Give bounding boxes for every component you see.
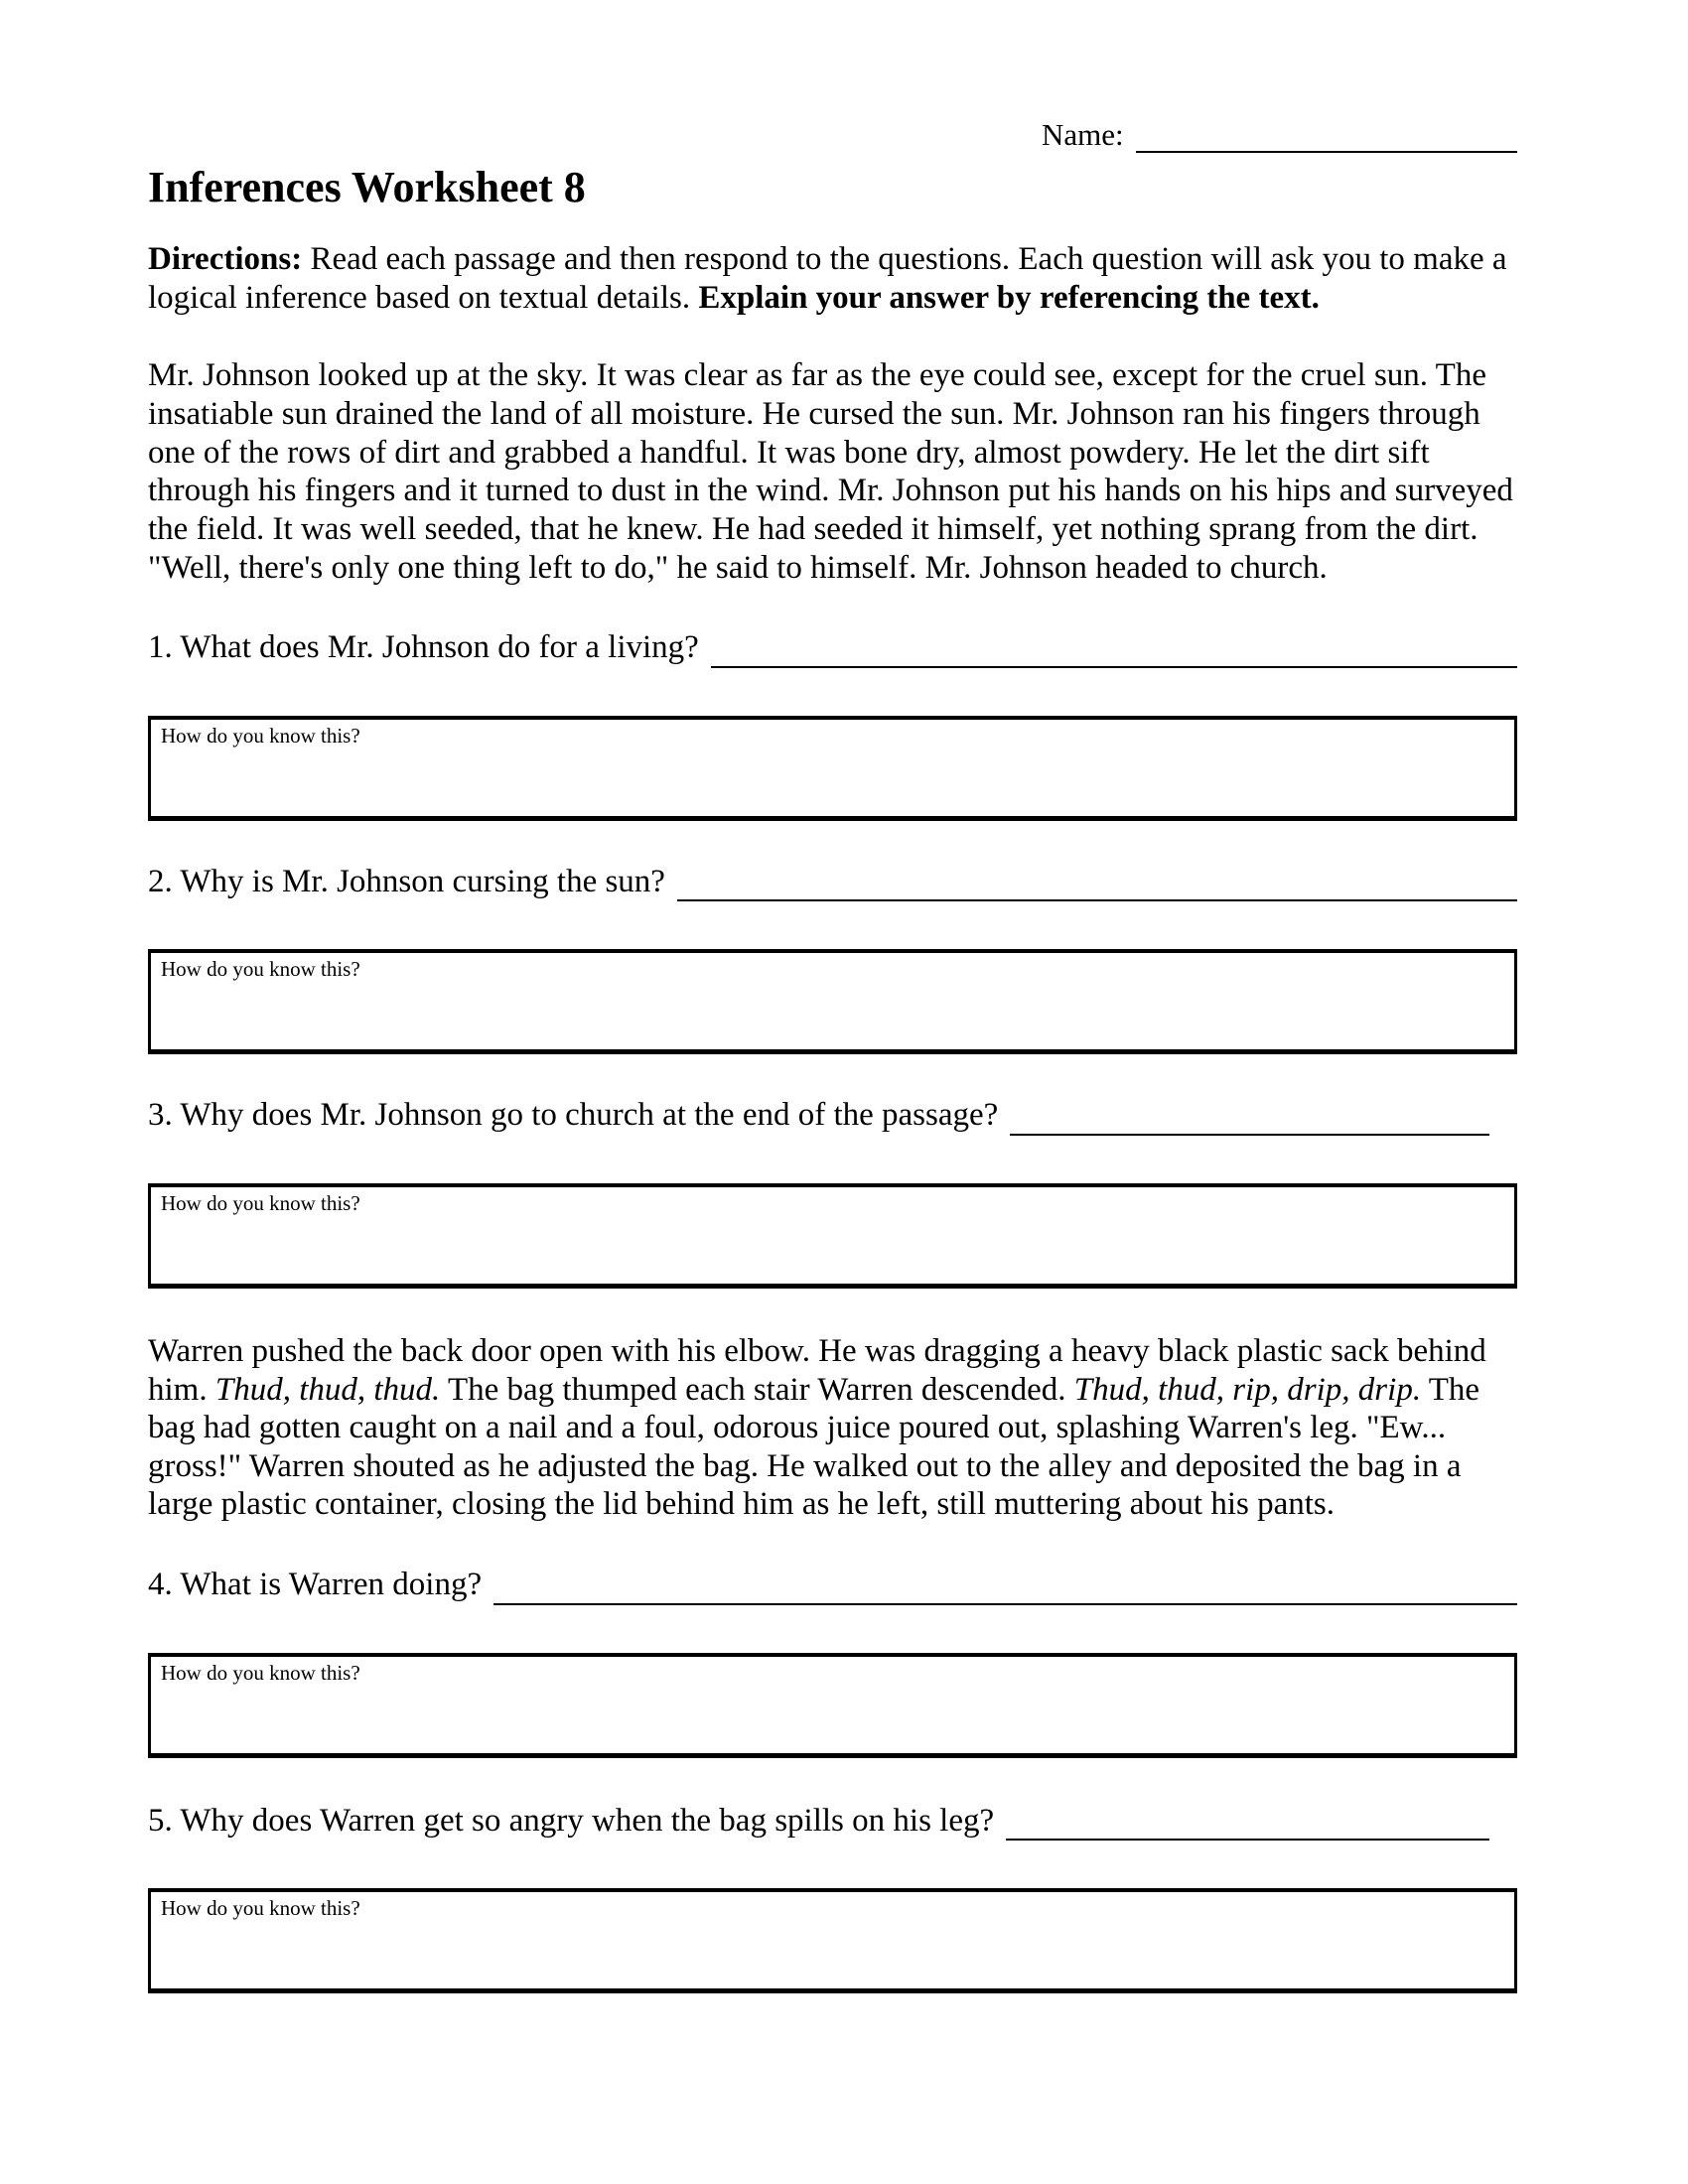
question-4 xyxy=(148,1566,1517,1605)
question-5-how-know-box[interactable] xyxy=(148,1888,1517,1993)
passage-1: Mr. Johnson looked up at the sky. It was clear as far as the eye could see, except for the cruel sun. The insatiable sun drained the land of all moisture. He cursed the sun. Mr. Johnson ran his fingers through one of the rows of dirt and grabbed a handful. It was bone dry, almost powdery. He let the dirt sift through his fingers and it turned to dust in the wind. Mr. Johnson put his hands on his hips and surveyed the field. It was well seeded, that he knew. He had seeded it himself, yet nothing sprang from the dirt. "Well, there's only one thing left to do," he said to himself. Mr. Johnson headed to church. xyxy=(148,357,1513,586)
question-5-answer-line[interactable] xyxy=(1006,1809,1489,1841)
directions-body: Read each passage and then respond to the questions. Each question will ask you to make a logical inference based on textual details. xyxy=(148,241,1507,316)
question-3-text: 3. Why does Mr. Johnson go to church at the end of the passage? xyxy=(148,1097,999,1134)
answer-box-label: How do you know this? xyxy=(161,1190,360,1215)
question-5-text: 5. Why does Warren get so angry when the bag spills on his leg? xyxy=(148,1802,995,1839)
directions xyxy=(148,240,1517,317)
passage-2 xyxy=(148,1332,1517,1524)
passage-2-segment-italic: Thud, thud, rip, drip, drip. xyxy=(1073,1371,1422,1408)
question-3-answer-line[interactable] xyxy=(1010,1104,1489,1136)
question-2-text: 2. Why is Mr. Johnson cursing the sun? xyxy=(148,863,665,899)
passage-2-segment-italic: Thud, thud, thud. xyxy=(214,1371,441,1408)
question-4-text: 4. What is Warren doing? xyxy=(148,1566,483,1602)
answer-box-label: How do you know this? xyxy=(161,1660,360,1685)
question-2-how-know-box[interactable] xyxy=(148,949,1517,1054)
question-1 xyxy=(148,628,1517,668)
name-row xyxy=(1042,117,1517,153)
passage-2-segment: The bag thumped each stair Warren descended. xyxy=(440,1371,1074,1408)
directions-label: Directions: xyxy=(148,241,303,278)
answer-box-label: How do you know this? xyxy=(161,957,360,982)
question-1-how-know-box[interactable] xyxy=(148,716,1517,821)
question-1-answer-line[interactable] xyxy=(711,636,1517,668)
name-fill-line[interactable] xyxy=(1136,121,1517,153)
question-3 xyxy=(148,1096,1517,1136)
question-5 xyxy=(148,1802,1517,1842)
question-1-text: 1. What does Mr. Johnson do for a living? xyxy=(148,629,699,666)
directions-emphasis: Explain your answer by referencing the text. xyxy=(698,279,1320,316)
question-3-how-know-box[interactable] xyxy=(148,1183,1517,1289)
question-4-how-know-box[interactable] xyxy=(148,1653,1517,1758)
question-4-answer-line[interactable] xyxy=(493,1573,1517,1605)
question-2-answer-line[interactable] xyxy=(677,870,1517,901)
page-title: Inferences Worksheet 8 xyxy=(148,162,586,211)
passage-2-segment: The bag had gotten caught on a nail and a foul, odorous juice poured out, splashing Warren's leg. "Ew... gross!" Warren shouted as he adjusted the bag. He walked out to the alley and deposited the bag in a large plastic container, closing the lid behind him as he left, still muttering about his pants. xyxy=(148,1371,1480,1523)
passage-2-segment: Warren pushed the back door open with his elbow. He was dragging a heavy black plastic sack behind him. xyxy=(148,1332,1486,1408)
answer-box-label: How do you know this? xyxy=(161,723,360,748)
answer-box-label: How do you know this? xyxy=(161,1896,360,1921)
name-label: Name: xyxy=(1042,117,1124,152)
question-2 xyxy=(148,863,1517,902)
